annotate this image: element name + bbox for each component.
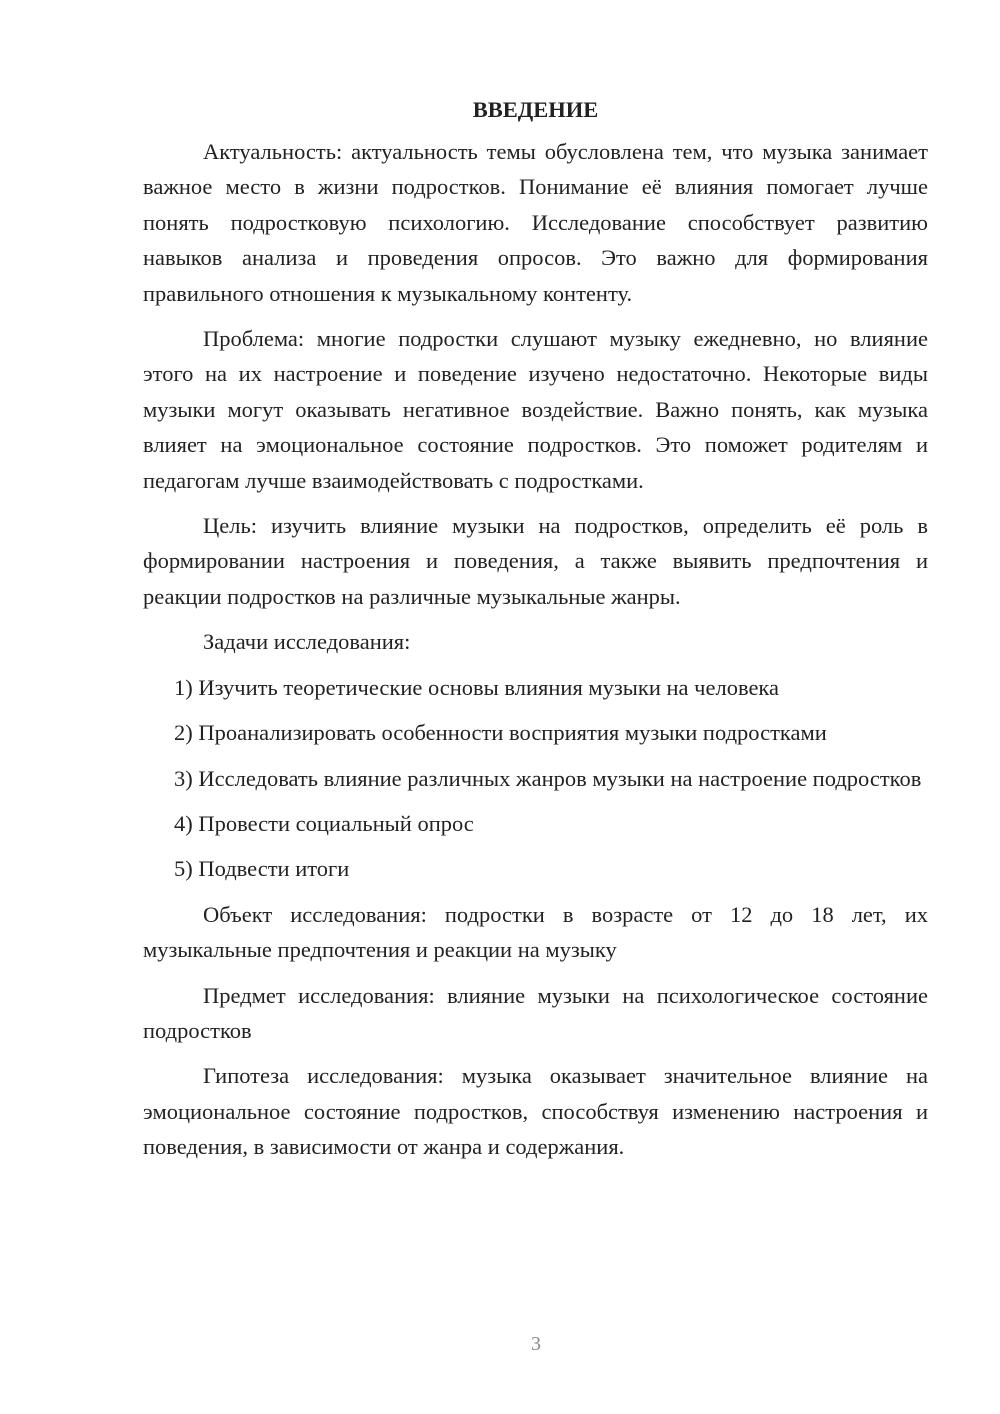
page-number: 3 [531, 1333, 541, 1355]
task-item: 1) Изучить теоретические основы влияния музыки на человека [174, 674, 780, 700]
goal-paragraph: Цель: изучить влияние музыки на подростков, определить её роль в формировании настроения и поведения, а также выявить предпочтения и реакции подростков на различные музыкальные жанры. [143, 513, 928, 609]
subject-paragraph: Предмет исследования: влияние музыки на психологическое состояние подростков [143, 982, 928, 1043]
task-item: 2) Проанализировать особенности восприятия музыки подростками [174, 720, 827, 746]
relevance-paragraph: Актуальность: актуальность темы обусловлена тем, что музыка занимает важное место в жизни подростков. Понимание её влияния помогает лучше понять подростковую психологию. Исследование способствует развитию навыков анализа и проведения опросов. Это важно для формирования правильного отношения к музыкальному контенту. [143, 139, 928, 306]
object-paragraph: Объект исследования: подростки в возрасте от 12 до 18 лет, их музыкальные предпочтения и реакции на музыку [143, 901, 928, 963]
task-item: 4) Провести социальный опрос [174, 810, 474, 836]
problem-paragraph: Проблема: многие подростки слушают музыку ежедневно, но влияние этого на их настроение и поведение изучено недостаточно. Некоторые виды музыки могут оказывать негативное воздействие. Важно понять, как музыка влияет на эмоциональное состояние подростков. Это поможет родителям и педагогам лучше взаимодействовать с подростками. [143, 326, 928, 493]
task-item: 3) Исследовать влияние различных жанров музыки на настроение подростков [174, 765, 922, 791]
tasks-list [143, 670, 928, 887]
task-item: 5) Подвести итоги [174, 856, 350, 882]
tasks-heading: Задачи исследования: [203, 629, 411, 655]
hypothesis-paragraph: Гипотеза исследования: музыка оказывает значительное влияние на эмоциональное состояние подростков, способствуя изменению настроения и поведения, в зависимости от жанра и содержания. [143, 1063, 928, 1160]
page-title: ВВЕДЕНИЕ [472, 97, 599, 122]
document-page [143, 92, 928, 1175]
